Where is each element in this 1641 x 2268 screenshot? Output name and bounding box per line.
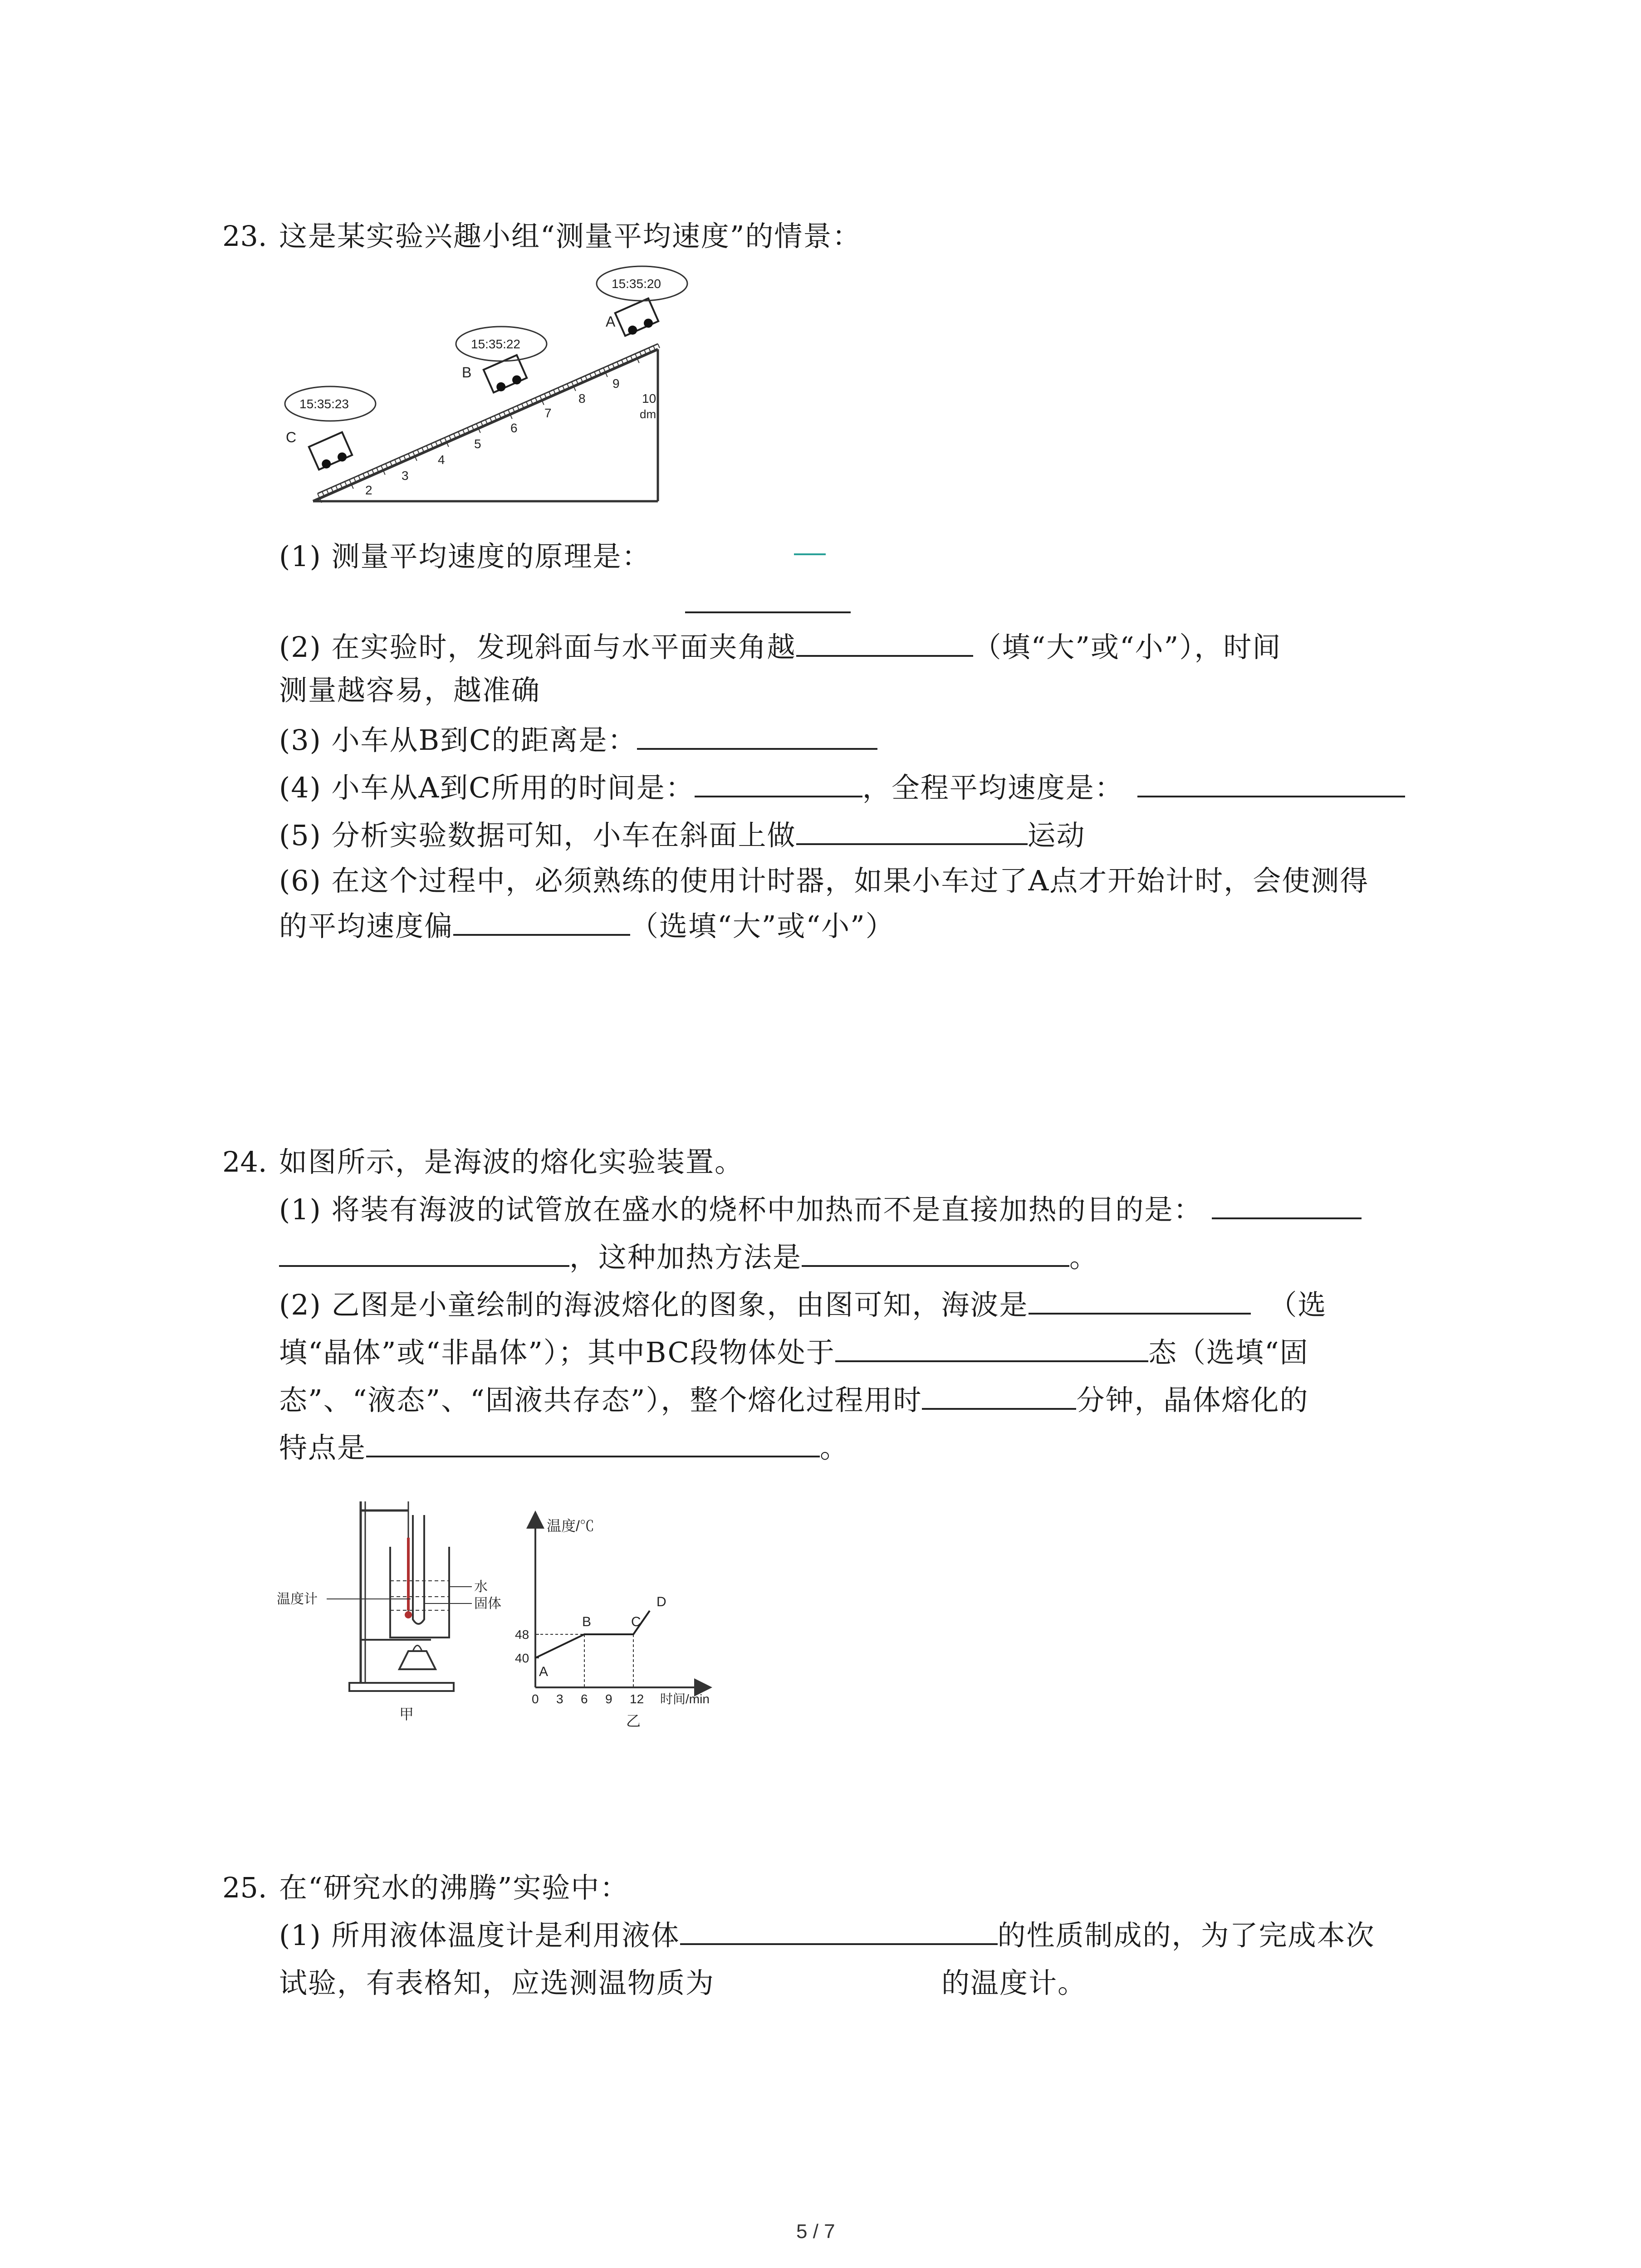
ruler-tick	[463, 430, 465, 434]
ruler-tick	[594, 372, 596, 376]
ruler-tick	[544, 394, 546, 398]
ruler-tick	[549, 392, 551, 396]
ruler-tick	[331, 488, 333, 492]
caption-jia: 甲	[399, 1706, 414, 1722]
q23-p4-text-a: (4) 小车从A到C所用的时间是：	[279, 771, 695, 804]
ruler-tick	[581, 378, 583, 382]
q23-p1: (1) 测量平均速度的原理是：	[279, 540, 651, 573]
ruler-tick	[449, 435, 451, 440]
ruler-tick	[504, 412, 505, 416]
ruler-tick	[390, 462, 392, 466]
ruler-tick	[399, 458, 401, 462]
ruler-tick	[422, 448, 424, 452]
scale-5: 5	[474, 437, 481, 451]
q24-p2-blank-type[interactable]	[1029, 1286, 1251, 1315]
scale-2: 2	[365, 483, 372, 497]
q23-p5	[279, 814, 1086, 856]
scale-unit: dm	[640, 407, 656, 421]
q25-p1-text-d: 的温度计。	[941, 1966, 1087, 1999]
q24-p2-text-b: （选	[1269, 1288, 1327, 1321]
q24-p2-text-c: 填“晶体”或“非晶体”）；其中BC段物体处于	[279, 1336, 835, 1369]
q23-p2	[279, 626, 1281, 668]
ruler-tick	[653, 346, 655, 350]
ruler-tick	[622, 360, 623, 364]
ruler-tick	[377, 468, 378, 472]
ruler-tick	[554, 390, 555, 394]
q23-p3	[279, 719, 877, 761]
q24-p1-text-b: ，这种加热方法是	[569, 1241, 802, 1274]
ruler-tick	[472, 425, 474, 430]
q25-number: 25.	[222, 1871, 267, 1904]
ruler-tick	[440, 440, 442, 444]
ruler-tick	[404, 455, 406, 459]
ruler-tick	[649, 348, 651, 352]
x-tick-label: 12	[630, 1692, 644, 1706]
q25-p1	[279, 1914, 1375, 1956]
ruler-tick	[576, 380, 578, 384]
q24-p2-line2	[279, 1331, 1309, 1374]
q23-p1-blank[interactable]	[685, 611, 851, 613]
ruler-tick	[417, 450, 419, 454]
ruler-tick	[336, 485, 338, 489]
ruler-tick	[454, 434, 456, 438]
q24-p1-text-a: (1) 将装有海波的试管放在盛水的烧杯中加热而不是直接加热的目的是：	[279, 1193, 1203, 1226]
ruler-tick	[363, 474, 365, 478]
q24-p2-blank-state[interactable]	[835, 1333, 1148, 1362]
ruler-tick	[340, 484, 342, 488]
q23-p6: (6) 在这个过程中，必须熟练的使用计时器，如果小车过了A点才开始计时，会使测得	[279, 864, 1369, 897]
ruler-tick	[563, 386, 564, 390]
x-tick-label: 0	[532, 1692, 539, 1706]
ruler-tick	[386, 464, 387, 468]
q24-p1-blank-purpose-a[interactable]	[1212, 1190, 1362, 1219]
ruler-tick	[467, 428, 469, 432]
ruler-tick	[517, 406, 519, 410]
ruler-tick	[436, 442, 437, 446]
ruler-tick	[431, 444, 433, 448]
ruler-tick	[458, 432, 460, 436]
scale-10: 10	[642, 391, 656, 406]
q23-number: 23.	[222, 220, 267, 253]
q24-p2-blank-duration[interactable]	[922, 1381, 1076, 1410]
x-axis-label: 时间/min	[660, 1692, 710, 1706]
ruler-tick	[599, 370, 601, 374]
ruler-tick	[495, 415, 496, 420]
ruler-tick	[658, 344, 660, 348]
scale-6: 6	[510, 421, 518, 435]
label-solid: 固体	[474, 1596, 501, 1611]
time-b: 15:35:22	[471, 337, 520, 351]
q24-p2-text-e: 态”、“液态”、“固液共存态”），整个熔化过程用时	[279, 1383, 922, 1417]
q24-p2-line3	[279, 1379, 1309, 1421]
caption-yi: 乙	[626, 1713, 641, 1729]
q23-p6-text-b: 的平均速度偏	[279, 909, 454, 943]
ruler-tick	[631, 356, 632, 360]
x-tick-label: 6	[581, 1692, 588, 1706]
ruler-tick	[526, 402, 528, 406]
q23-p2-cont: 测量越容易，越准确	[279, 674, 541, 707]
scale-4: 4	[438, 453, 445, 467]
scale-9: 9	[612, 376, 620, 391]
q25-stem: 在“研究水的沸腾”实验中：	[279, 1871, 629, 1904]
q24-p2-text-g: 特点是	[279, 1431, 367, 1464]
q25-p1-cont	[279, 1962, 1087, 2004]
q23-p2-blank[interactable]	[796, 628, 973, 657]
ruler-tick	[585, 376, 587, 380]
ruler-tick	[354, 478, 356, 482]
point-c: C	[286, 429, 297, 445]
y-tick-label: 48	[515, 1628, 529, 1642]
q23-p5-blank[interactable]	[796, 816, 1028, 845]
ruler-tick	[327, 489, 328, 494]
time-c: 15:35:23	[299, 397, 349, 411]
q23-p5-text-a: (5) 分析实验数据可知，小车在斜面上做	[279, 819, 796, 852]
q25-p1-text-c: 试验，有表格知，应选测温物质为	[279, 1966, 715, 1999]
scale-8: 8	[578, 391, 586, 406]
q23-p3-text: (3) 小车从B到C的距离是：	[279, 723, 637, 757]
q24-stem: 如图所示，是海波的熔化实验装置。	[279, 1145, 744, 1178]
q23-p6-blank[interactable]	[453, 907, 630, 936]
cart-c	[309, 432, 353, 472]
time-a: 15:35:20	[612, 277, 661, 291]
q24-p2-blank-feature[interactable]	[366, 1428, 820, 1457]
ruler-tick	[481, 422, 483, 426]
figure-yi-chart	[513, 1510, 749, 1742]
ruler-tick	[499, 414, 501, 418]
q23-p2-text-a: (2) 在实验时，发现斜面与水平面夹角越	[279, 631, 796, 664]
q23-p4-text-b: ，全程平均速度是：	[862, 771, 1124, 804]
point-b: B	[462, 364, 472, 381]
q24-p2-line4	[279, 1427, 849, 1469]
figure-jia-apparatus	[277, 1483, 513, 1737]
ruler-tick	[372, 469, 374, 474]
ruler-tick	[644, 350, 646, 354]
ruler-tick	[485, 420, 487, 424]
q23-p2-text-b: （填“大”或“小”），时间	[973, 631, 1282, 664]
q23-p5-text-b: 运动	[1027, 819, 1086, 852]
q23-p3-blank[interactable]	[637, 721, 877, 750]
q24-p1-blank-purpose-b[interactable]	[279, 1238, 569, 1267]
q23-p4-blank-time[interactable]	[695, 768, 862, 797]
ruler-tick	[640, 352, 642, 356]
ruler-tick	[590, 374, 592, 378]
q24-p1-text-c: 。	[1069, 1241, 1099, 1274]
x-tick-label: 9	[605, 1692, 612, 1706]
ruler-tick	[612, 364, 614, 368]
ruler-tick	[567, 384, 569, 388]
q23-p6-cont	[279, 905, 895, 947]
ruler-tick	[408, 454, 410, 458]
q23-p4-blank-speed[interactable]	[1137, 768, 1405, 797]
ruler-tick	[490, 418, 492, 422]
scale-3: 3	[402, 469, 409, 483]
label-thermometer: 温度计	[277, 1592, 318, 1607]
point-label-a: A	[539, 1664, 549, 1679]
x-tick-label: 3	[556, 1692, 563, 1706]
q23-p4	[279, 767, 1405, 809]
ruler-tick	[358, 475, 360, 479]
point-a: A	[606, 313, 616, 330]
q23-stem: 这是某实验兴趣小组“测量平均速度”的情景：	[279, 220, 862, 253]
q23-p1-fraction-bar	[794, 553, 826, 555]
ruler-tick	[531, 400, 533, 404]
q24-p2-text-f: 分钟，晶体熔化的	[1076, 1383, 1309, 1417]
ruler-tick	[513, 408, 514, 412]
ruler-tick	[522, 404, 524, 408]
point-label-d: D	[656, 1594, 666, 1609]
q23-p6-text-c: （选填“大”或“小”）	[630, 909, 895, 943]
page-number: 5 / 7	[796, 2220, 835, 2243]
q24-p2-text-d: 态（选填“固	[1148, 1336, 1309, 1369]
q24-p2	[279, 1284, 1327, 1326]
y-axis-label: 温度/℃	[547, 1518, 594, 1534]
y-tick-label: 40	[515, 1651, 529, 1665]
q24-p2-text-h: 。	[820, 1431, 849, 1464]
q25-p1-text-a: (1) 所用液体温度计是利用液体	[279, 1919, 680, 1952]
incline-figure	[281, 259, 717, 513]
point-label-b: B	[582, 1614, 592, 1629]
ruler-tick	[367, 472, 369, 476]
scale-7: 7	[544, 406, 552, 420]
ruler-tick	[322, 492, 324, 496]
cart-a	[615, 298, 659, 338]
label-water: 水	[474, 1579, 488, 1594]
q25-p1-blank-property[interactable]	[680, 1916, 998, 1945]
point-label-c: C	[631, 1614, 641, 1629]
q24-p1-blank-method[interactable]	[802, 1238, 1069, 1267]
ruler-tick	[558, 388, 560, 392]
ruler-tick	[626, 358, 628, 362]
ruler-tick	[617, 362, 619, 366]
ruler-tick	[395, 459, 397, 464]
ruler-tick	[426, 445, 428, 450]
q25-p1-text-b: 的性质制成的，为了完成本次	[997, 1919, 1375, 1952]
q24-p1	[279, 1188, 1362, 1231]
ruler-tick	[608, 366, 610, 370]
ruler-tick	[345, 482, 347, 486]
q24-p2-text-a: (2) 乙图是小童绘制的海波熔化的图象，由图可知，海波是	[279, 1288, 1029, 1321]
ruler-tick	[535, 398, 537, 402]
q24-p1-cont	[279, 1236, 1098, 1278]
q24-number: 24.	[222, 1145, 267, 1178]
